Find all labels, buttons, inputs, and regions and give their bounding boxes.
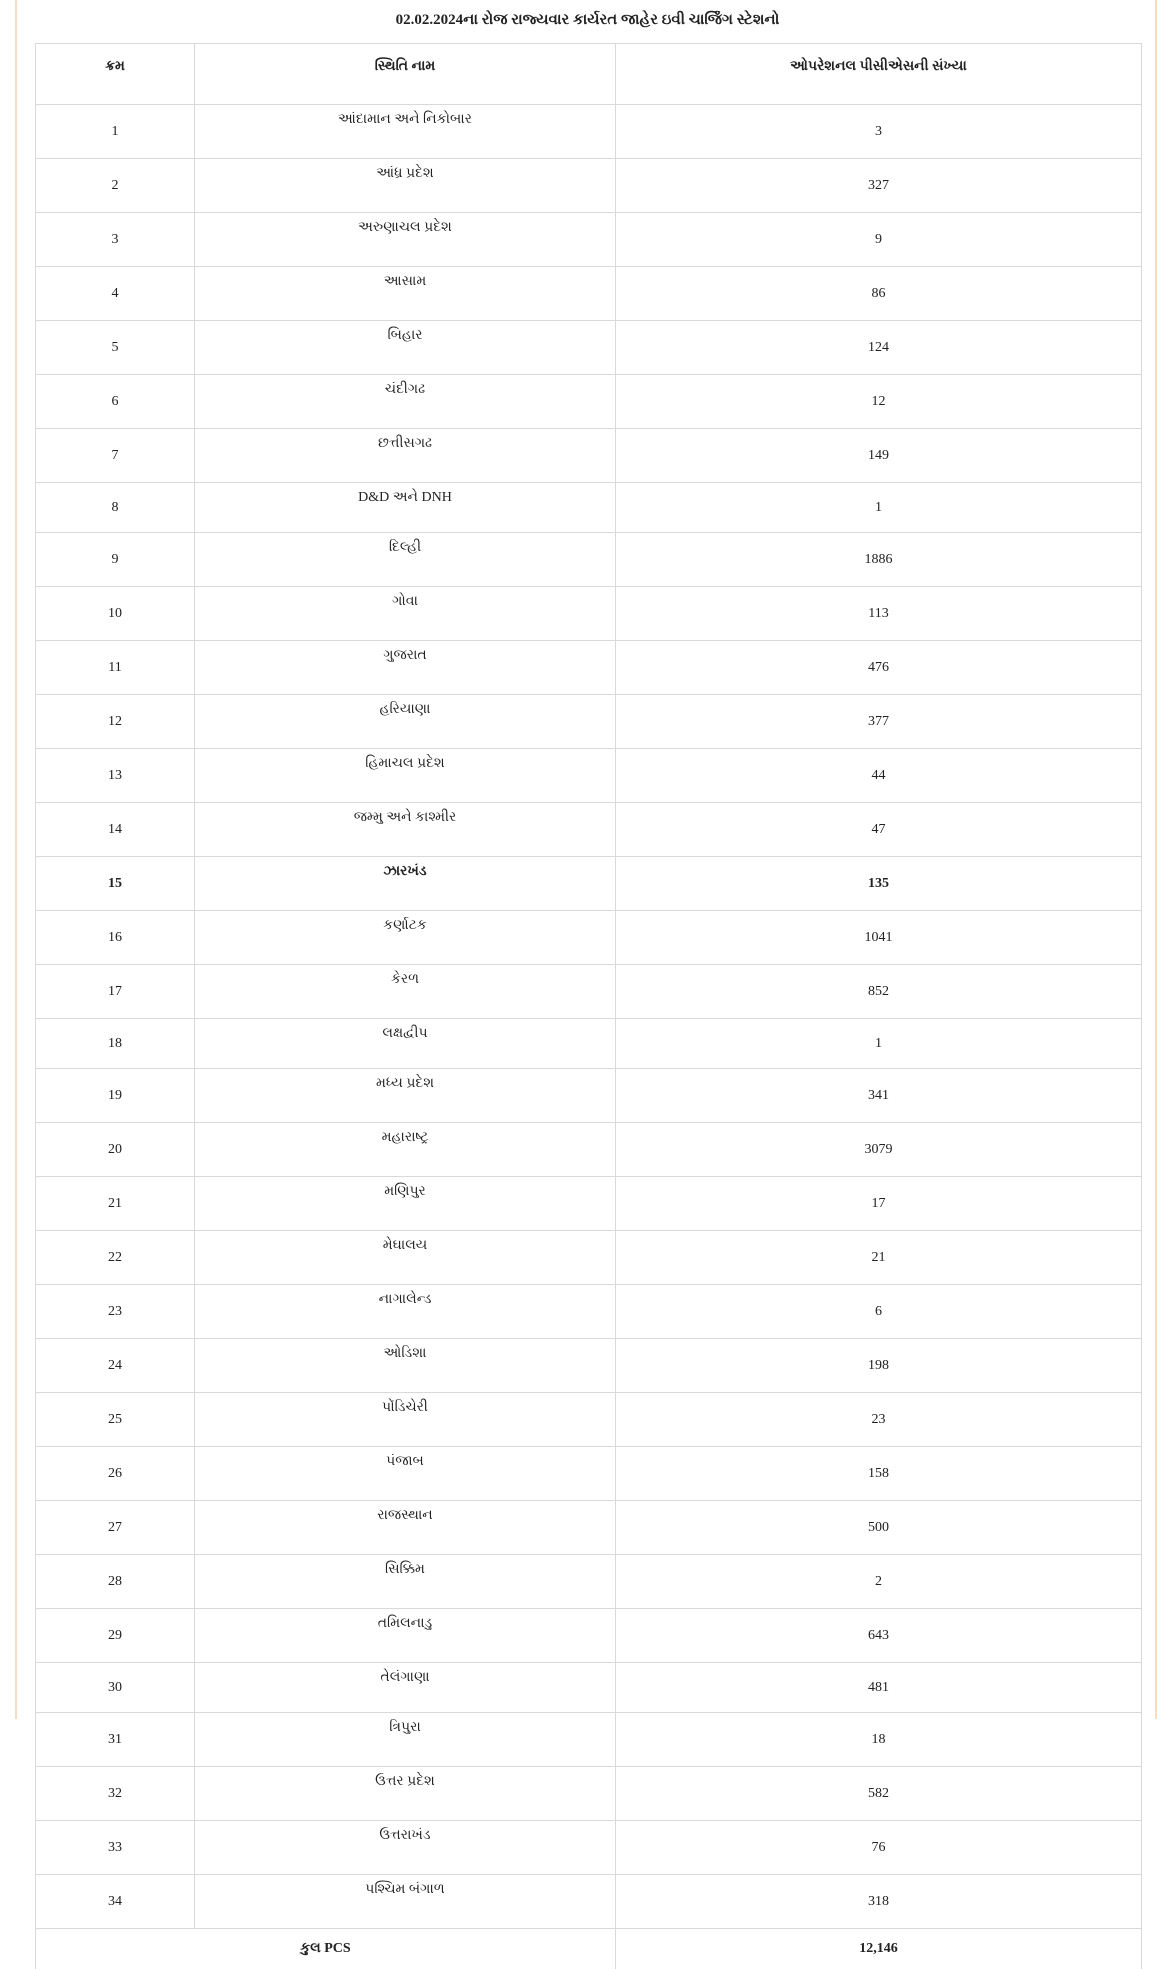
table-row bbox=[36, 695, 1142, 749]
row-pcs-count: 23 bbox=[616, 1393, 1142, 1447]
row-pcs-count: 124 bbox=[616, 321, 1142, 375]
row-pcs-count: 643 bbox=[616, 1609, 1142, 1663]
row-state-name: સિક્કિમ bbox=[195, 1555, 616, 1609]
row-pcs-count: 158 bbox=[616, 1447, 1142, 1501]
row-state-name: મેઘાલય bbox=[195, 1231, 616, 1285]
row-serial: 1 bbox=[36, 105, 195, 159]
row-state-name: છત્તીસગઢ bbox=[195, 429, 616, 483]
row-pcs-count: 17 bbox=[616, 1177, 1142, 1231]
row-pcs-count: 481 bbox=[616, 1663, 1142, 1713]
row-serial: 18 bbox=[36, 1019, 195, 1069]
row-state-name: તમિલનાડુ bbox=[195, 1609, 616, 1663]
row-serial: 11 bbox=[36, 641, 195, 695]
row-state-name: રાજસ્થાન bbox=[195, 1501, 616, 1555]
row-state-name: તેલંગાણા bbox=[195, 1663, 616, 1713]
row-serial: 14 bbox=[36, 803, 195, 857]
row-serial: 21 bbox=[36, 1177, 195, 1231]
row-pcs-count: 1 bbox=[616, 1019, 1142, 1069]
table-row bbox=[36, 1069, 1142, 1123]
row-pcs-count: 3 bbox=[616, 105, 1142, 159]
row-state-name: આંદામાન અને નિકોબાર bbox=[195, 105, 616, 159]
table-row bbox=[36, 587, 1142, 641]
total-value: 12,146 bbox=[616, 1929, 1142, 1969]
row-state-name: પોંડિચેરી bbox=[195, 1393, 616, 1447]
row-serial: 34 bbox=[36, 1875, 195, 1929]
row-pcs-count: 3079 bbox=[616, 1123, 1142, 1177]
table-row bbox=[36, 1501, 1142, 1555]
row-serial: 19 bbox=[36, 1069, 195, 1123]
row-pcs-count: 1886 bbox=[616, 533, 1142, 587]
row-serial: 5 bbox=[36, 321, 195, 375]
table-row bbox=[36, 483, 1142, 533]
table-row bbox=[36, 267, 1142, 321]
row-pcs-count: 377 bbox=[616, 695, 1142, 749]
row-serial: 31 bbox=[36, 1713, 195, 1767]
row-pcs-count: 21 bbox=[616, 1231, 1142, 1285]
table-row bbox=[36, 159, 1142, 213]
row-serial: 15 bbox=[36, 857, 195, 911]
row-state-name: ત્રિપુરા bbox=[195, 1713, 616, 1767]
table-row bbox=[36, 1285, 1142, 1339]
row-serial: 28 bbox=[36, 1555, 195, 1609]
table-row bbox=[36, 857, 1142, 911]
row-serial: 30 bbox=[36, 1663, 195, 1713]
row-serial: 2 bbox=[36, 159, 195, 213]
table-row bbox=[36, 1767, 1142, 1821]
row-serial: 22 bbox=[36, 1231, 195, 1285]
ev-charging-stations-table bbox=[35, 43, 1142, 1969]
row-pcs-count: 86 bbox=[616, 267, 1142, 321]
row-serial: 25 bbox=[36, 1393, 195, 1447]
row-state-name: મહારાષ્ટ્ર bbox=[195, 1123, 616, 1177]
row-state-name: હિમાચલ પ્રદેશ bbox=[195, 749, 616, 803]
row-serial: 8 bbox=[36, 483, 195, 533]
table-row bbox=[36, 749, 1142, 803]
table-row bbox=[36, 1019, 1142, 1069]
row-pcs-count: 1 bbox=[616, 483, 1142, 533]
row-pcs-count: 135 bbox=[616, 857, 1142, 911]
row-serial: 10 bbox=[36, 587, 195, 641]
row-state-name: ઓડિશા bbox=[195, 1339, 616, 1393]
row-pcs-count: 18 bbox=[616, 1713, 1142, 1767]
row-state-name: ઉત્તરાખંડ bbox=[195, 1821, 616, 1875]
table-body bbox=[36, 105, 1142, 1929]
row-state-name: પંજાબ bbox=[195, 1447, 616, 1501]
row-state-name: ઉત્તર પ્રદેશ bbox=[195, 1767, 616, 1821]
row-serial: 33 bbox=[36, 1821, 195, 1875]
row-pcs-count: 12 bbox=[616, 375, 1142, 429]
row-state-name: આંધ્ર પ્રદેશ bbox=[195, 159, 616, 213]
row-serial: 26 bbox=[36, 1447, 195, 1501]
row-state-name: ચંદીગઢ bbox=[195, 375, 616, 429]
row-pcs-count: 852 bbox=[616, 965, 1142, 1019]
row-state-name: જમ્મુ અને કાશ્મીર bbox=[195, 803, 616, 857]
row-state-name: કર્ણાટક bbox=[195, 911, 616, 965]
row-state-name: મણિપુર bbox=[195, 1177, 616, 1231]
row-serial: 3 bbox=[36, 213, 195, 267]
row-serial: 17 bbox=[36, 965, 195, 1019]
row-state-name: ગુજરાત bbox=[195, 641, 616, 695]
row-serial: 9 bbox=[36, 533, 195, 587]
row-state-name: ગોવા bbox=[195, 587, 616, 641]
row-pcs-count: 2 bbox=[616, 1555, 1142, 1609]
row-serial: 27 bbox=[36, 1501, 195, 1555]
row-state-name: અરુણાચલ પ્રદેશ bbox=[195, 213, 616, 267]
row-pcs-count: 6 bbox=[616, 1285, 1142, 1339]
row-serial: 6 bbox=[36, 375, 195, 429]
row-pcs-count: 113 bbox=[616, 587, 1142, 641]
row-serial: 23 bbox=[36, 1285, 195, 1339]
row-serial: 24 bbox=[36, 1339, 195, 1393]
row-pcs-count: 476 bbox=[616, 641, 1142, 695]
row-serial: 13 bbox=[36, 749, 195, 803]
row-state-name: કેરળ bbox=[195, 965, 616, 1019]
row-pcs-count: 149 bbox=[616, 429, 1142, 483]
header-state-name: સ્થિતિ નામ bbox=[195, 44, 616, 105]
row-pcs-count: 341 bbox=[616, 1069, 1142, 1123]
row-state-name: આસામ bbox=[195, 267, 616, 321]
table-row bbox=[36, 641, 1142, 695]
header-serial: ક્રમ bbox=[36, 44, 195, 105]
table-row bbox=[36, 1555, 1142, 1609]
row-pcs-count: 47 bbox=[616, 803, 1142, 857]
row-serial: 20 bbox=[36, 1123, 195, 1177]
total-label: કુલ PCS bbox=[36, 1929, 616, 1969]
row-state-name: હરિયાણા bbox=[195, 695, 616, 749]
table-row bbox=[36, 533, 1142, 587]
row-state-name: દિલ્હી bbox=[195, 533, 616, 587]
row-serial: 7 bbox=[36, 429, 195, 483]
table-row bbox=[36, 965, 1142, 1019]
table-header-row bbox=[36, 44, 1142, 105]
row-pcs-count: 318 bbox=[616, 1875, 1142, 1929]
table-row bbox=[36, 1447, 1142, 1501]
row-serial: 16 bbox=[36, 911, 195, 965]
header-operational-pcs-count: ઓપરેશનલ પીસીએસની સંખ્યા bbox=[616, 44, 1142, 105]
table-row bbox=[36, 1177, 1142, 1231]
page-border-right bbox=[1155, 0, 1157, 1719]
table-row bbox=[36, 803, 1142, 857]
table-row bbox=[36, 321, 1142, 375]
table-row bbox=[36, 213, 1142, 267]
row-state-name: D&D અને DNH bbox=[195, 483, 616, 533]
row-serial: 32 bbox=[36, 1767, 195, 1821]
row-pcs-count: 1041 bbox=[616, 911, 1142, 965]
row-pcs-count: 9 bbox=[616, 213, 1142, 267]
page-border-left bbox=[15, 0, 17, 1719]
row-pcs-count: 327 bbox=[616, 159, 1142, 213]
row-serial: 4 bbox=[36, 267, 195, 321]
table-row bbox=[36, 1231, 1142, 1285]
table-row bbox=[36, 1609, 1142, 1663]
table-row bbox=[36, 1821, 1142, 1875]
table-row bbox=[36, 429, 1142, 483]
total-row bbox=[36, 1929, 1142, 1969]
table-row bbox=[36, 1713, 1142, 1767]
row-state-name: નાગાલેન્ડ bbox=[195, 1285, 616, 1339]
row-serial: 12 bbox=[36, 695, 195, 749]
table-row bbox=[36, 1393, 1142, 1447]
row-serial: 29 bbox=[36, 1609, 195, 1663]
row-state-name: બિહાર bbox=[195, 321, 616, 375]
table-row bbox=[36, 105, 1142, 159]
table-row bbox=[36, 1123, 1142, 1177]
table-row bbox=[36, 1339, 1142, 1393]
page-title: 02.02.2024ના રોજ રાજ્યવાર કાર્યરત જાહેર ઇવી ચાર્જિંગ સ્ટેશનો bbox=[35, 8, 1140, 32]
table-row bbox=[36, 375, 1142, 429]
row-state-name: પશ્ચિમ બંગાળ bbox=[195, 1875, 616, 1929]
table-row bbox=[36, 1663, 1142, 1713]
row-pcs-count: 198 bbox=[616, 1339, 1142, 1393]
row-pcs-count: 44 bbox=[616, 749, 1142, 803]
table-row bbox=[36, 911, 1142, 965]
row-state-name: લક્ષદ્વીપ bbox=[195, 1019, 616, 1069]
row-pcs-count: 76 bbox=[616, 1821, 1142, 1875]
table-row bbox=[36, 1875, 1142, 1929]
row-state-name: મધ્ય પ્રદેશ bbox=[195, 1069, 616, 1123]
row-state-name: ઝારખંડ bbox=[195, 857, 616, 911]
row-pcs-count: 500 bbox=[616, 1501, 1142, 1555]
row-pcs-count: 582 bbox=[616, 1767, 1142, 1821]
